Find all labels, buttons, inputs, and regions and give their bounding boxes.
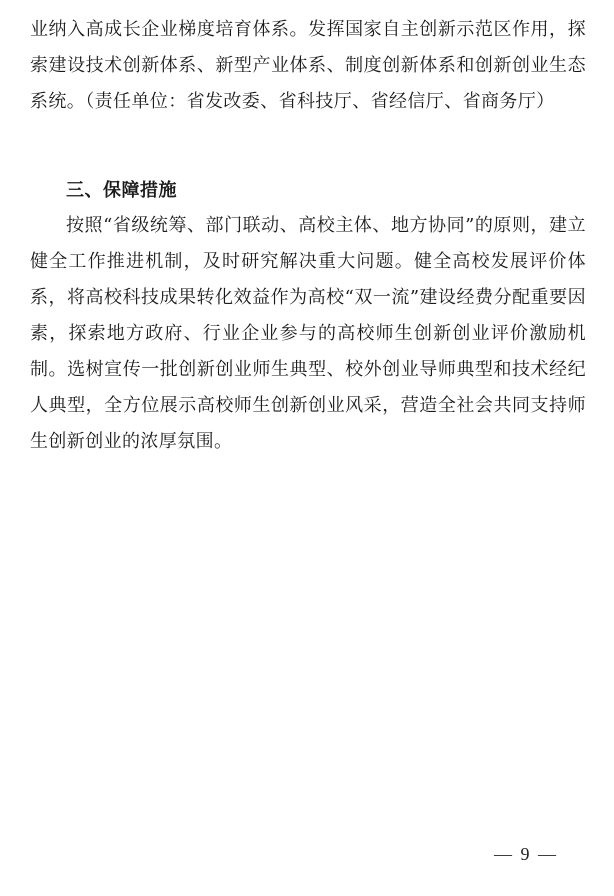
section-paragraph: 按照“省级统筹、部门联动、高校主体、地方协同”的原则，建立健全工作推进机制，及时研究解决重大问题。健全高校发展评价体系，将高校科技成果转化效益作为高校“双一流”建设经费分配重要因素，探索地方政府、行业企业参与的高校师生创新创业评价激励机制。选树宣传一批创新创业师生典型、校外创业导师典型和技术经纪人典型，全方位展示高校师生创新创业风采，营造全社会共同支持师生创新创业的浓厚氛围。 [30, 215, 586, 452]
page-number: — 9 — [494, 844, 558, 864]
continuation-paragraph: 业纳入高成长企业梯度培育体系。发挥国家自主创新示范区作用，探索建设技术创新体系、新型产业体系、制度创新体系和创新创业生态系统。（责任单位：省发改委、省科技厅、省经信厅、省商务厅） [30, 19, 586, 112]
section-heading: 三、保障措施 [66, 180, 177, 201]
